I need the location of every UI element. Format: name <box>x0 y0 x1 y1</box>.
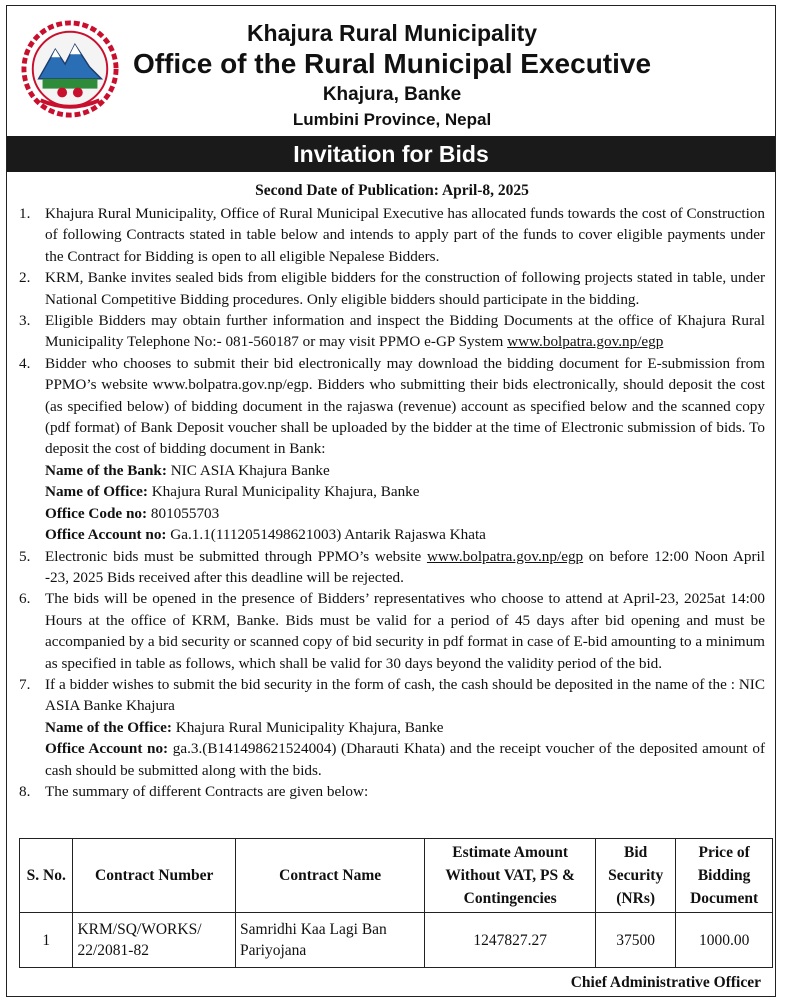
province-name: Lumbini Province, Nepal <box>292 110 492 129</box>
bank-value: NIC ASIA Khajura Banke <box>166 461 330 479</box>
deposit-account-value: ga.3.(B141498621524004) (Dharauti Khata) and the receipt voucher of the deposited amount of cash should be submitted along with the bids. <box>45 740 766 779</box>
contracts-table <box>19 838 773 968</box>
item-number: 7. <box>19 675 31 693</box>
item-number: 8. <box>19 782 31 800</box>
egp-link[interactable]: www.bolpatra.gov.np/egp <box>507 333 664 351</box>
cell-estimate-amount: 1247827.27 <box>425 913 596 968</box>
deposit-account-label: Office Account no: <box>45 740 169 758</box>
item-number: 5. <box>19 547 31 565</box>
table-row <box>20 913 773 968</box>
bank-label: Name of the Bank: <box>45 461 167 479</box>
letterhead <box>7 6 777 136</box>
office-account-label: Office Account no: <box>45 526 167 544</box>
item-text-tail: on before 12:00 Noon April -23, 2025 Bids received after this deadline will be rejected. <box>45 547 765 586</box>
cell-contract-name: Samridhi Kaa Lagi Ban Pariyojana <box>236 913 425 968</box>
publication-date: Second Date of Publication: April-8, 2025 <box>255 182 529 199</box>
item-text: KRM, Banke invites sealed bids from eligible bidders for the construction of following projects stated in table, under National Competitive Bidding procedures. Only eligible bidders should participate in the bidding. <box>45 269 765 308</box>
deposit-office-line <box>15 717 765 738</box>
municipality-name: Khajura Rural Municipality <box>246 20 538 46</box>
header-sn: S. No. <box>20 839 73 913</box>
table-header-row <box>20 839 773 913</box>
item-text-body: Electronic bids must be submitted through PPMO’s website <box>45 547 427 565</box>
cell-document-price: 1000.00 <box>676 913 773 968</box>
notice-title: Invitation for Bids <box>7 136 775 172</box>
office-code-value: 801055703 <box>147 504 220 522</box>
list-item <box>15 203 765 267</box>
header-document-price: Price of Bidding Document <box>676 839 773 913</box>
deposit-account-line <box>15 738 765 781</box>
item-text <box>45 546 765 589</box>
egp-link[interactable]: www.bolpatra.gov.np/egp <box>426 547 584 565</box>
item-number: 1. <box>19 205 31 222</box>
office-name: Office of the Rural Municipal Executive <box>132 48 652 79</box>
item-text <box>45 310 765 353</box>
office-code-label: Office Code no: <box>45 504 148 522</box>
item-number: 3. <box>19 312 31 330</box>
item-text: If a bidder wishes to submit the bid security in the form of cash, the cash should be deposited in the name of the : NIC ASIA Banke Khajura <box>45 675 765 715</box>
list-item <box>15 310 765 353</box>
header-bid-security: Bid Security (NRs) <box>596 839 676 913</box>
signatory: Chief Administrative Officer <box>570 974 761 991</box>
list-item <box>15 588 765 674</box>
list-item <box>15 353 765 460</box>
office-label: Name of Office: <box>45 483 148 501</box>
bank-name-line <box>15 460 765 481</box>
list-item <box>15 267 765 310</box>
item-text: The summary of different Contracts are given below: <box>45 782 369 800</box>
header-contract-number: Contract Number <box>73 839 236 913</box>
item-text: The bids will be opened in the presence of Bidders’ representatives who choose to attend at April-23, 2025at 14:00 Hours at the office of KRM, Banke. Bids must be valid for a period of 45 days after bid opening and must be accompanied by a bid security or scanned copy of bid security in pdf format in case of E-bid amounting to a minimum as specified in table as follows, which shall be valid for 30 days beyond the validity period of the bid. <box>45 590 765 672</box>
cell-bid-security: 37500 <box>596 913 676 968</box>
deposit-office-value: Khajura Rural Municipality Khajura, Banke <box>171 718 444 736</box>
office-account-value: Ga.1.1(1112051498621003) Antarik Rajaswa Khata <box>166 526 486 544</box>
cell-sn: 1 <box>20 913 73 968</box>
office-value: Khajura Rural Municipality Khajura, Banke <box>147 483 420 501</box>
office-code-line <box>15 503 765 524</box>
header-contract-name: Contract Name <box>236 839 425 913</box>
notice-body <box>15 203 765 802</box>
list-item <box>15 781 765 802</box>
list-item <box>15 674 765 717</box>
deposit-office-label: Name of the Office: <box>45 718 172 736</box>
office-name-line <box>15 481 765 502</box>
office-account-line <box>15 524 765 545</box>
item-number: 4. <box>19 354 31 372</box>
item-text: Bidder who chooses to submit their bid electronically may download the bidding document for E-submission from PPMO’s website www.bolpatra.gov.np/egp. Bidders who submitting their bids electronically, should deposit the cost (as specified below) of bidding document in the rajaswa (revenue) account as specified below and the scanned copy (pdf format) of Bank Deposit voucher shall be uploaded by the bidder at the time of Electronic submission of bids. To deposit the cost of bidding document in Bank: <box>45 354 765 458</box>
item-text: Khajura Rural Municipality, Office of Rural Municipal Executive has allocated funds towards the cost of Construction of following Contracts stated in table below and intends to apply part of the funds to cover eligible payments under the Contract for Bidding is open to all eligible Nepalese Bidders. <box>45 205 765 265</box>
place-name: Khajura, Banke <box>322 84 462 105</box>
notice-frame <box>6 5 776 997</box>
item-number: 2. <box>19 269 31 287</box>
cell-contract-number: KRM/SQ/WORKS/ 22/2081-82 <box>73 913 236 968</box>
item-number: 6. <box>19 590 31 608</box>
header-estimate-amount: Estimate Amount Without VAT, PS & Contingencies <box>425 839 596 913</box>
item-text-body: Eligible Bidders may obtain further information and inspect the Bidding Documents at the office of Khajura Rural Municipality Telephone No:- 081-560187 or may visit PPMO e-GP System <box>45 312 765 351</box>
list-item <box>15 546 765 589</box>
